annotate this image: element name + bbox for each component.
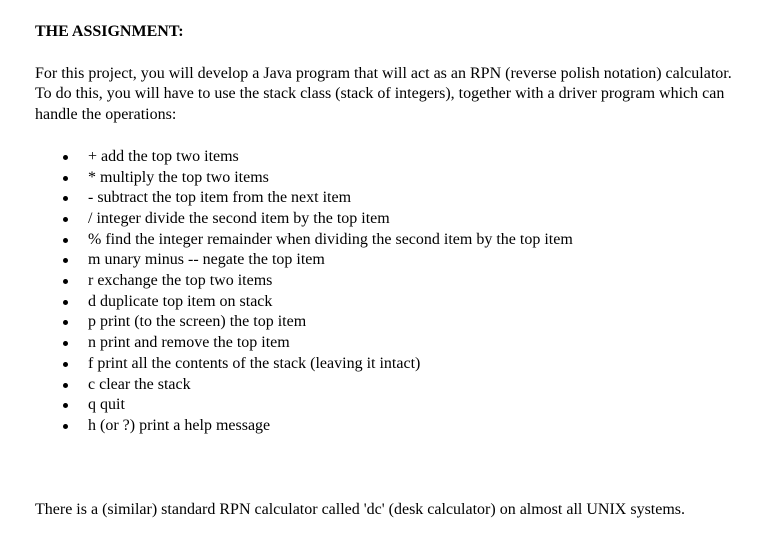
operation-text: + add the top two items <box>88 147 239 165</box>
bullet-icon <box>63 217 68 222</box>
operation-text: f print all the contents of the stack (leaving it intact) <box>88 354 421 372</box>
operation-text: - subtract the top item from the next item <box>88 189 352 207</box>
bullet-icon <box>63 383 68 388</box>
operation-text: q quit <box>88 396 125 414</box>
bullet-icon <box>63 155 68 160</box>
bullet-icon <box>63 362 68 367</box>
bullet-icon <box>63 403 68 408</box>
operation-text: * multiply the top two items <box>88 168 269 186</box>
bullet-icon <box>63 300 68 305</box>
list-item <box>35 209 735 230</box>
bullet-icon <box>63 176 68 181</box>
list-item <box>35 375 735 396</box>
bullet-icon <box>63 238 68 243</box>
list-item <box>35 292 735 313</box>
operation-text: p print (to the screen) the top item <box>88 313 307 331</box>
list-item <box>35 333 735 354</box>
footer-paragraph: There is a (similar) standard RPN calculator called 'dc' (desk calculator) on almost all UNIX systems. <box>35 501 686 518</box>
list-item <box>35 250 735 271</box>
bullet-icon <box>63 258 68 263</box>
bullet-icon <box>63 424 68 429</box>
bullet-icon <box>63 341 68 346</box>
list-item <box>35 188 735 209</box>
list-item <box>35 147 735 168</box>
operations-list <box>35 147 735 437</box>
operation-text: r exchange the top two items <box>88 272 273 290</box>
list-item <box>35 271 735 292</box>
operation-text: h (or ?) print a help message <box>88 416 271 434</box>
list-item <box>35 395 735 416</box>
operation-text: % find the integer remainder when dividing the second item by the top item <box>88 230 573 248</box>
bullet-icon <box>63 320 68 325</box>
operation-text: d duplicate top item on stack <box>88 292 273 310</box>
bullet-icon <box>63 196 68 201</box>
operation-text: / integer divide the second item by the top item <box>88 209 390 227</box>
bullet-icon <box>63 279 68 284</box>
operation-text: n print and remove the top item <box>88 334 290 352</box>
operation-text: c clear the stack <box>88 375 191 393</box>
intro-paragraph: For this project, you will develop a Java program that will act as an RPN (reverse polish notation) calculator. To do this, you will have to use the stack class (stack of integers), together with a driver program which can handle the operations: <box>35 64 732 124</box>
list-item <box>35 354 735 375</box>
list-item <box>35 168 735 189</box>
operation-text: m unary minus -- negate the top item <box>88 251 325 269</box>
list-item <box>35 312 735 333</box>
list-item <box>35 416 735 437</box>
assignment-document <box>35 22 735 437</box>
list-item <box>35 230 735 251</box>
assignment-heading: THE ASSIGNMENT: <box>35 23 184 40</box>
